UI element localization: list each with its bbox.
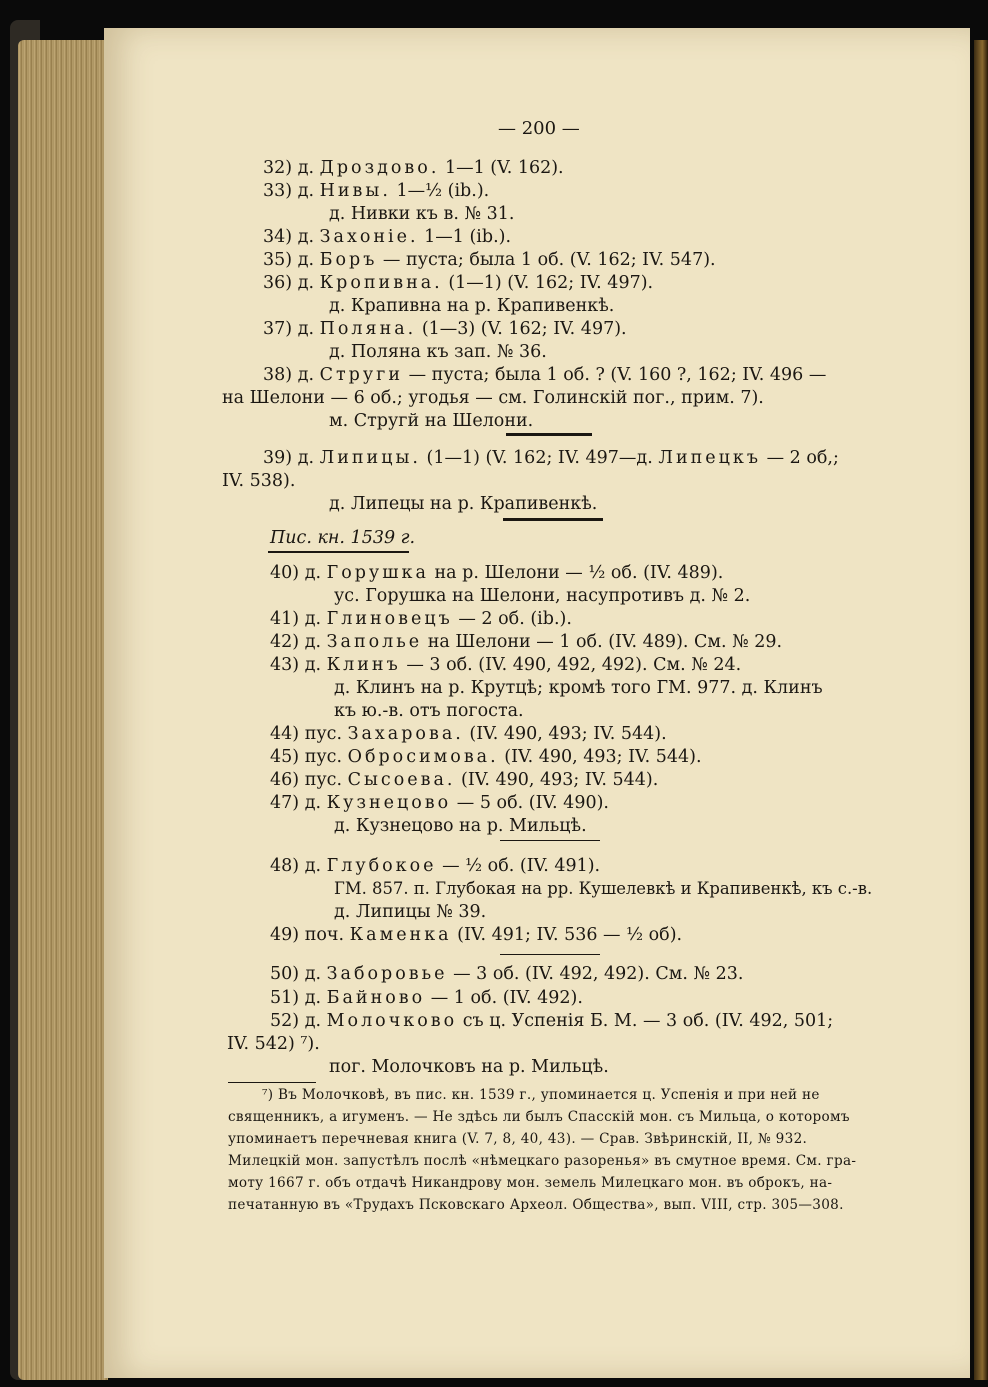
section-rule	[500, 954, 600, 955]
entry-prefix: д.	[297, 181, 315, 201]
entry-detail: (IV. 490, 493; IV. 544).	[469, 724, 667, 744]
place-name: Молочково	[326, 1011, 458, 1031]
footnote-line: священникъ, а игуменъ. — Не здѣсь ли былъ Спасскій мон. съ Мильца, о которомъ	[228, 1109, 850, 1125]
entry-detail: (IV. 490, 493; IV. 544).	[504, 747, 702, 767]
entry-number: 48)	[270, 856, 300, 876]
entry-prefix: д.	[304, 1011, 322, 1031]
entry-34	[263, 227, 511, 247]
entry-detail: (IV. 491; IV. 536 — ½ об).	[457, 925, 683, 945]
entry-number: 47)	[270, 793, 300, 813]
entry-detail: — 5 об. (IV. 490).	[456, 793, 609, 813]
heading-underline	[268, 551, 409, 553]
entry-prefix: д.	[304, 856, 322, 876]
place-name: Горушка	[326, 563, 429, 583]
entry-40	[270, 563, 723, 583]
entry-detail: съ ц. Успенія Б. М. — 3 об. (IV. 492, 501;	[462, 1011, 834, 1031]
entry-detail: (1—3) (V. 162; IV. 497).	[421, 319, 627, 339]
entry-detail: — пуста; была 1 об. ? (V. 160 ?, 162; IV. 496 —	[408, 365, 827, 385]
entry-38-note: м. Стругй на Шелони.	[329, 411, 534, 431]
page-number: — 200 —	[498, 118, 580, 139]
entry-number: 33)	[263, 181, 293, 201]
entry-number: 37)	[263, 319, 293, 339]
entry-prefix: д.	[297, 448, 315, 468]
footnote-line: печатанную въ «Трудахъ Псковскаго Археол. Общества», вып. VIII, стр. 305—308.	[228, 1197, 844, 1213]
entry-prefix: д.	[297, 365, 315, 385]
entry-prefix: пус.	[304, 747, 343, 767]
entry-43	[270, 655, 741, 675]
entry-number: 49)	[270, 925, 300, 945]
entry-52	[270, 1011, 833, 1031]
entry-detail: (1—1) (V. 162; IV. 497—д.	[426, 448, 653, 468]
place-name: Кузнецово	[326, 793, 452, 813]
entry-41	[270, 609, 572, 629]
place-name-2: Липецкъ	[658, 448, 761, 468]
place-name: Сысоева.	[347, 770, 456, 790]
footnote-separator	[228, 1082, 316, 1083]
entry-32	[263, 158, 564, 178]
entry-detail: — ½ об. (IV. 491).	[442, 856, 601, 876]
entry-prefix: пус.	[304, 724, 343, 744]
entry-36-note: д. Крапивна на р. Крапивенкѣ.	[329, 296, 615, 316]
entry-number: 44)	[270, 724, 300, 744]
section-rule	[506, 433, 592, 436]
entry-39-note: д. Липецы на р. Крапивенкѣ.	[329, 494, 598, 514]
entry-51	[270, 988, 583, 1008]
entry-prefix: д.	[304, 964, 322, 984]
place-name: Нивы.	[319, 181, 391, 201]
entry-48-note-2: д. Липицы № 39.	[334, 902, 487, 922]
entry-prefix: пус.	[304, 770, 343, 790]
footnote-line: моту 1667 г. объ отдачѣ Никандрову мон. земель Милецкаго мон. въ оброкъ, на-	[228, 1175, 833, 1191]
entry-prefix: д.	[304, 563, 322, 583]
entry-48	[270, 856, 600, 876]
entry-43-note-2: къ ю.-в. отъ погоста.	[334, 701, 524, 721]
entry-detail: 1—½ (ib.).	[396, 181, 490, 201]
place-name: Струги	[319, 365, 404, 385]
entry-number: 45)	[270, 747, 300, 767]
entry-prefix: д.	[304, 609, 322, 629]
place-name: Липицы.	[319, 448, 421, 468]
entry-33-note: д. Нивки къ в. № 31.	[329, 204, 515, 224]
section-heading: Пис. кн. 1539 г.	[270, 528, 416, 548]
entry-number: 46)	[270, 770, 300, 790]
entry-detail: — 3 об. (IV. 492, 492). См. № 23.	[453, 964, 744, 984]
entry-detail: — 3 об. (IV. 490, 492, 492). См. № 24.	[406, 655, 742, 675]
entry-prefix: д.	[297, 227, 315, 247]
entry-38	[263, 365, 826, 385]
entry-detail: на Шелони — 1 об. (IV. 489). См. № 29.	[427, 632, 783, 652]
entry-number: 35)	[263, 250, 293, 270]
entry-number: 42)	[270, 632, 300, 652]
place-name: Обросимова.	[347, 747, 499, 767]
entry-detail: 1—1 (ib.).	[424, 227, 512, 247]
entry-prefix: д.	[297, 319, 315, 339]
entry-number: 36)	[263, 273, 293, 293]
entry-40-note: ус. Горушка на Шелони, насупротивъ д. № 2.	[334, 586, 751, 606]
place-name: Байново	[326, 988, 426, 1008]
entry-35	[263, 250, 716, 270]
place-name: Боръ	[319, 250, 378, 270]
footnote-line: Милецкій мон. запустѣлъ послѣ «нѣмецкаго разоренья» въ смутное время. См. гра-	[228, 1153, 857, 1169]
place-name: Глубокое	[326, 856, 437, 876]
entry-number: 39)	[263, 448, 293, 468]
entry-45	[270, 747, 702, 767]
entry-prefix: поч.	[304, 925, 345, 945]
place-name: Поляна.	[319, 319, 417, 339]
entry-detail: (1—1) (V. 162; IV. 497).	[448, 273, 654, 293]
entry-number: 52)	[270, 1011, 300, 1031]
footnote-line: ⁷) Въ Молочковѣ, въ пис. кн. 1539 г., упоминается ц. Успенія и при ней не	[262, 1087, 820, 1103]
entry-number: 38)	[263, 365, 293, 385]
entry-38-continuation: на Шелони — 6 об.; угодья — см. Голинскій пог., прим. 7).	[222, 388, 764, 408]
entry-number: 32)	[263, 158, 293, 178]
entry-detail-2: — 2 об,;	[766, 448, 839, 468]
section-rule	[503, 518, 603, 521]
entry-49	[270, 925, 682, 945]
entry-48-note: ГМ. 857. п. Глубокая на рр. Кушелевкѣ и Крапивенкѣ, къ с.-в.	[334, 879, 873, 898]
entry-36	[263, 273, 653, 293]
entry-detail: — 1 об. (IV. 492).	[430, 988, 583, 1008]
entry-37-note: д. Поляна къ зап. № 36.	[329, 342, 547, 362]
entry-39	[263, 448, 839, 468]
entry-number: 34)	[263, 227, 293, 247]
place-name: Захарова.	[347, 724, 464, 744]
entry-42	[270, 632, 782, 652]
place-name: Заполье	[326, 632, 423, 652]
entry-43-note: д. Клинъ на р. Крутцѣ; кромѣ того ГМ. 977. д. Клинъ	[334, 678, 823, 698]
entry-prefix: д.	[304, 632, 322, 652]
entry-39-continuation: IV. 538).	[222, 471, 296, 491]
place-name: Кропивна.	[319, 273, 443, 293]
entry-detail: — пуста; была 1 об. (V. 162; IV. 547).	[382, 250, 716, 270]
entry-number: 43)	[270, 655, 300, 675]
entry-number: 50)	[270, 964, 300, 984]
entry-detail: 1—1 (V. 162).	[444, 158, 564, 178]
entry-44	[270, 724, 667, 744]
entry-47-note: д. Кузнецово на р. Мильцѣ.	[334, 816, 587, 836]
entry-prefix: д.	[297, 273, 315, 293]
place-name: Клинъ	[326, 655, 401, 675]
entry-52-note: пог. Молочковъ на р. Мильцѣ.	[329, 1057, 609, 1077]
entry-prefix: д.	[304, 655, 322, 675]
entry-46	[270, 770, 658, 790]
entry-number: 41)	[270, 609, 300, 629]
entry-prefix: д.	[297, 250, 315, 270]
place-name: Каменка	[349, 925, 452, 945]
entry-prefix: д.	[304, 793, 322, 813]
entry-47	[270, 793, 609, 813]
entry-33	[263, 181, 489, 201]
entry-prefix: д.	[304, 988, 322, 1008]
entry-prefix: д.	[297, 158, 315, 178]
entry-detail: (IV. 490, 493; IV. 544).	[461, 770, 659, 790]
entry-detail: на р. Шелони — ½ об. (IV. 489).	[434, 563, 724, 583]
footnote-line: упоминаетъ перечневая книга (V. 7, 8, 40, 43). — Срав. Звѣринскій, II, № 932.	[228, 1131, 808, 1147]
entry-50	[270, 964, 743, 984]
entry-number: 51)	[270, 988, 300, 1008]
section-rule	[500, 840, 600, 841]
entry-number: 40)	[270, 563, 300, 583]
place-name: Захоніе.	[319, 227, 419, 247]
place-name: Заборовье	[326, 964, 448, 984]
place-name: Глиновецъ	[326, 609, 453, 629]
entry-37	[263, 319, 627, 339]
place-name: Дроздово.	[319, 158, 440, 178]
entry-detail: — 2 об. (ib.).	[458, 609, 572, 629]
entry-52-continuation: IV. 542) ⁷).	[227, 1034, 320, 1054]
